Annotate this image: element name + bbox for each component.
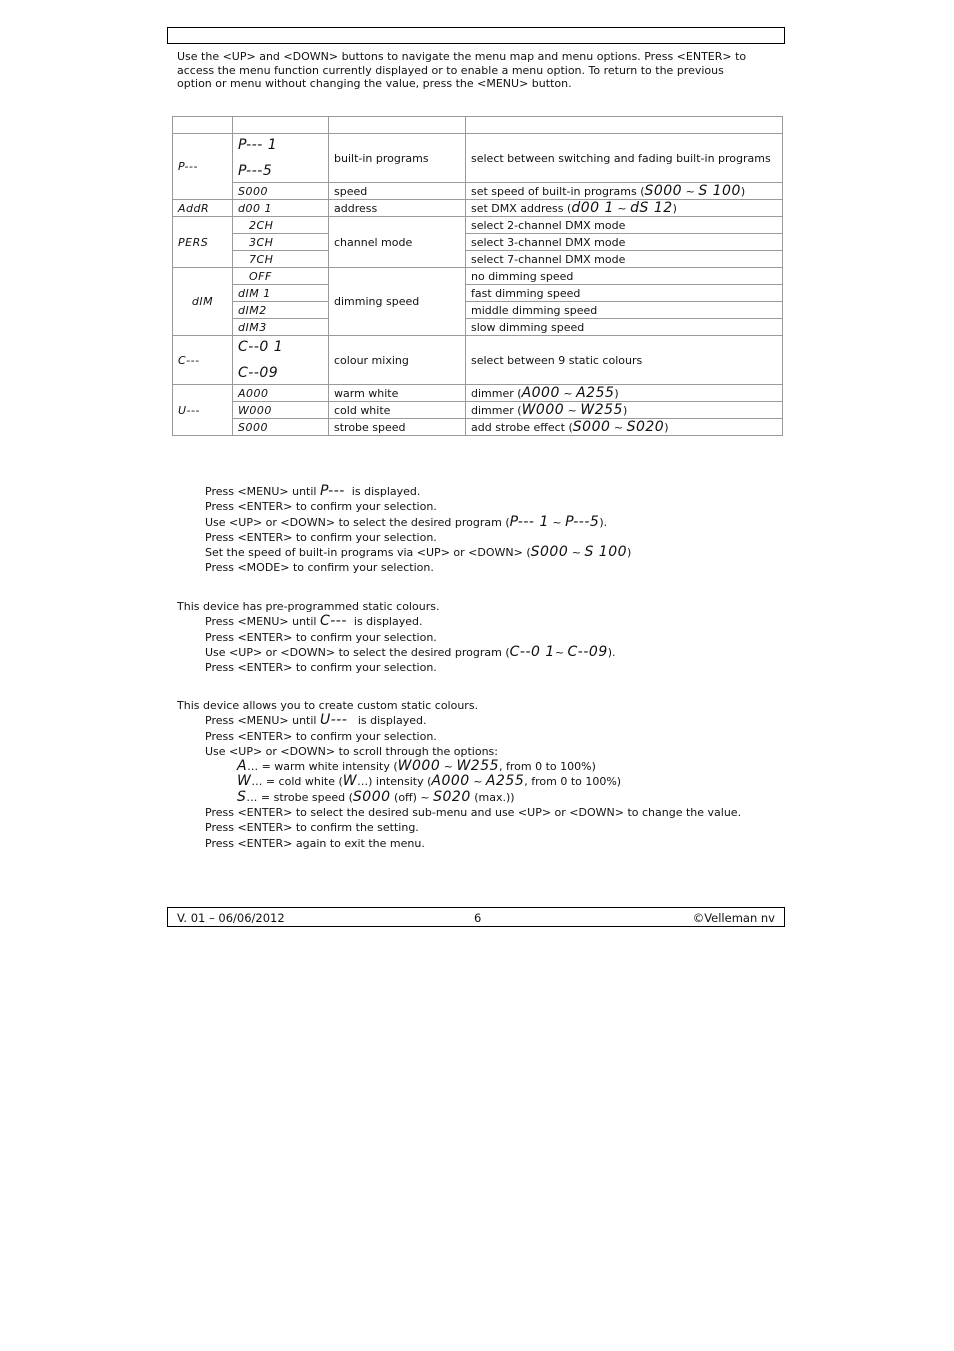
option-code: OFF: [233, 268, 329, 285]
range-separator: ~: [564, 404, 581, 417]
table-row: [173, 234, 783, 251]
option-code: S000: [233, 419, 329, 436]
lcd-code: P--- 1: [509, 513, 549, 530]
option-cell: [233, 336, 329, 385]
lcd-code: dS 12: [630, 200, 673, 216]
lcd-code: A255: [576, 385, 615, 401]
lcd-code: W255: [456, 758, 500, 775]
table-row: [173, 385, 783, 402]
table-row: [173, 200, 783, 217]
step-text: is displayed.: [344, 485, 421, 498]
table-row: [173, 402, 783, 419]
option-code: dIM 1: [233, 285, 329, 302]
lcd-code: A: [237, 758, 248, 775]
table-row: [173, 251, 783, 268]
description-cell: fast dimming speed: [466, 285, 783, 302]
option-code: d00 1: [233, 200, 329, 217]
range-separator: ~: [548, 515, 566, 529]
lcd-code: S000: [352, 788, 391, 805]
lcd-code: S: [237, 788, 247, 805]
step-text: (off) ~: [390, 790, 434, 804]
menu-code-programs: P---: [173, 134, 233, 200]
table-row: [173, 319, 783, 336]
step-text: ): [627, 546, 632, 560]
option-cell: [233, 134, 329, 183]
description-cell: [466, 385, 783, 402]
desc-text: ): [614, 387, 619, 400]
table-row: [173, 419, 783, 436]
step: Press <ENTER> to confirm your selection.: [205, 500, 437, 514]
menu-code-address: AddR: [173, 200, 233, 217]
header-cell: [466, 117, 783, 134]
lcd-code: S020: [433, 788, 471, 805]
range-separator: ~: [613, 202, 631, 215]
lcd-code: W: [237, 773, 252, 790]
footer-version: V. 01 – 06/06/2012: [177, 911, 285, 925]
step-text: , from 0 to 100%): [499, 760, 596, 774]
option-code: S000: [233, 183, 329, 200]
lcd-code: S000: [644, 183, 683, 199]
range-separator: ~: [469, 775, 486, 789]
option-code-first: P--- 1: [238, 137, 278, 153]
step-text: … = warm white intensity (: [247, 760, 398, 774]
description-cell: select between 9 static colours: [466, 336, 783, 385]
lcd-code: S000: [572, 419, 611, 435]
description-cell: select between switching and fading built-in programs: [466, 134, 783, 183]
option-code-last: P---5: [238, 163, 273, 179]
range-separator: ~: [554, 645, 568, 659]
option-code: A000: [233, 385, 329, 402]
range-separator: ~: [682, 185, 699, 198]
desc-text: ): [664, 421, 669, 434]
page-footer: [167, 907, 785, 927]
step: Press <ENTER> to confirm your selection.: [205, 630, 437, 644]
option-code: W000: [233, 402, 329, 419]
desc-text: dimmer (: [471, 387, 522, 400]
desc-text: ): [622, 404, 628, 417]
step-text: …) intensity (: [357, 775, 432, 789]
step-text: Use <UP> or <DOWN> to select the desired program (: [205, 515, 510, 529]
step: Press <ENTER> to confirm your selection.: [205, 729, 437, 743]
desc-text: ): [672, 202, 677, 215]
table-row: [173, 336, 783, 385]
description-cell: [466, 200, 783, 217]
sub-option: [177, 774, 777, 789]
step-text: is displayed.: [347, 714, 427, 728]
step: [177, 713, 777, 728]
option-code: 2CH: [233, 217, 329, 234]
step-text: … = cold white (: [251, 775, 343, 789]
section-intro: This device allows you to create custom static colours.: [177, 699, 479, 712]
lcd-code: A000: [521, 385, 560, 401]
sub-option: [177, 790, 777, 805]
function-cell: cold white: [329, 402, 466, 419]
builtin-programs-steps: [177, 484, 777, 576]
lcd-code: S 100: [698, 183, 741, 199]
description-cell: select 7-channel DMX mode: [466, 251, 783, 268]
lcd-code: W: [342, 773, 358, 790]
step: [177, 545, 777, 560]
lcd-code: S000: [530, 544, 569, 561]
desc-text: dimmer (: [471, 404, 522, 417]
sub-option: [177, 759, 777, 774]
step-text: (max.)): [470, 790, 515, 804]
menu-map-table: [172, 116, 783, 436]
table-row: [173, 302, 783, 319]
lcd-code: C--09: [567, 643, 608, 660]
lcd-code: U---: [319, 712, 348, 729]
function-cell: channel mode: [329, 217, 466, 268]
lcd-code: C--0 1: [509, 643, 555, 660]
option-code: 3CH: [233, 234, 329, 251]
step: Press <ENTER> again to exit the menu.: [205, 836, 425, 850]
desc-text: ): [740, 185, 746, 198]
table-header-row: [173, 117, 783, 134]
static-colours-steps: [177, 599, 777, 675]
menu-code-custom: U---: [173, 385, 233, 436]
lcd-code: A000: [431, 773, 470, 790]
table-row: [173, 183, 783, 200]
custom-colours-steps: [177, 698, 777, 851]
table-row: [173, 285, 783, 302]
step-text: Press <MENU> until: [205, 615, 320, 629]
description-cell: select 2-channel DMX mode: [466, 217, 783, 234]
function-cell: address: [329, 200, 466, 217]
function-cell: dimming speed: [329, 268, 466, 336]
step-text: is displayed.: [346, 615, 423, 629]
step-text: Set the speed of built-in programs via <UP> or <DOWN> (: [205, 546, 531, 560]
desc-text: set speed of built-in programs (: [471, 185, 645, 198]
step: Press <MODE> to confirm your selection.: [205, 561, 434, 575]
table-row: [173, 134, 783, 183]
lcd-code: W255: [580, 402, 623, 418]
step: [177, 614, 777, 629]
step-text: … = strobe speed (: [246, 790, 353, 804]
step-text: ).: [599, 515, 608, 529]
header-cell: [173, 117, 233, 134]
option-code-first: C--0 1: [238, 339, 284, 355]
description-cell: middle dimming speed: [466, 302, 783, 319]
intro-line-3: option or menu without changing the value, press the <MENU> button.: [177, 77, 572, 90]
lcd-code: W000: [397, 758, 441, 775]
step: [177, 515, 777, 530]
menu-code-colour: C---: [173, 336, 233, 385]
description-cell: select 3-channel DMX mode: [466, 234, 783, 251]
menu-code-dim: dIM: [173, 268, 233, 336]
desc-text: add strobe effect (: [471, 421, 573, 434]
step-text: , from 0 to 100%): [524, 775, 622, 789]
option-code: dIM2: [233, 302, 329, 319]
range-separator: ~: [568, 546, 585, 560]
lcd-code: P---: [319, 483, 345, 499]
footer-page-number: 6: [474, 911, 482, 925]
lcd-code: S020: [626, 419, 665, 435]
lcd-code: C---: [319, 613, 347, 630]
description-cell: [466, 183, 783, 200]
lcd-code: P---5: [565, 513, 600, 530]
step: Press <ENTER> to confirm your selection.: [205, 530, 437, 544]
table-row: [173, 217, 783, 234]
option-code: 7CH: [233, 251, 329, 268]
step: [177, 645, 777, 660]
step: [177, 484, 777, 499]
function-cell: built-in programs: [329, 134, 466, 183]
page-header-box: [167, 27, 785, 44]
table-row: [173, 268, 783, 285]
section-intro: This device has pre-programmed static colours.: [177, 600, 440, 613]
option-code-last: C--09: [238, 365, 279, 381]
lcd-code: d00 1: [571, 200, 614, 216]
range-separator: ~: [440, 760, 457, 774]
step-text: Use <UP> or <DOWN> to select the desired program (: [205, 645, 510, 659]
header-cell: [233, 117, 329, 134]
lcd-code: S 100: [584, 544, 628, 561]
header-cell: [329, 117, 466, 134]
step: Press <ENTER> to select the desired sub-menu and use <UP> or <DOWN> to change the value.: [205, 806, 742, 820]
step-text: Press <MENU> until: [205, 714, 320, 728]
description-cell: slow dimming speed: [466, 319, 783, 336]
step: Use <UP> or <DOWN> to scroll through the options:: [205, 744, 498, 758]
intro-line-2: access the menu function currently displayed or to enable a menu option. To return to the previous: [177, 63, 724, 77]
function-cell: colour mixing: [329, 336, 466, 385]
lcd-code: W000: [521, 402, 565, 418]
option-code: dIM3: [233, 319, 329, 336]
range-separator: ~: [559, 387, 577, 400]
menu-code-pers: PERS: [173, 217, 233, 268]
function-cell: strobe speed: [329, 419, 466, 436]
desc-text: set DMX address (: [471, 202, 572, 215]
function-cell: speed: [329, 183, 466, 200]
step: Press <ENTER> to confirm your selection.: [205, 661, 437, 675]
step: Press <ENTER> to confirm the setting.: [205, 821, 419, 835]
description-cell: no dimming speed: [466, 268, 783, 285]
footer-copyright: ©Velleman nv: [692, 911, 775, 925]
intro-paragraph: [177, 50, 777, 91]
step-text: ).: [607, 645, 616, 659]
step-text: Press <MENU> until: [205, 485, 320, 498]
description-cell: [466, 419, 783, 436]
range-separator: ~: [610, 421, 627, 434]
lcd-code: A255: [485, 773, 525, 790]
description-cell: [466, 402, 783, 419]
function-cell: warm white: [329, 385, 466, 402]
intro-line-1: Use the <UP> and <DOWN> buttons to navigate the menu map and menu options. Press <ENTER> to: [177, 50, 747, 63]
